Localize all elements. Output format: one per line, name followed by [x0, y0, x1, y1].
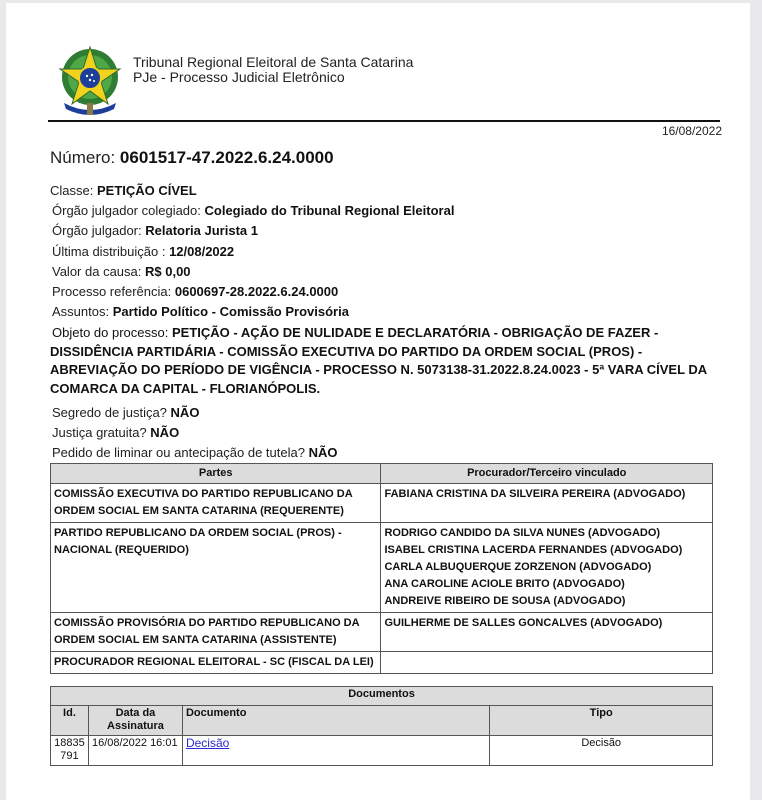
documentos-table: [50, 686, 713, 766]
flag-segredo-justica: Segredo de justiça? NÃO: [52, 405, 200, 420]
procurador-item: CARLA ALBUQUERQUE ZORZENON (ADVOGADO): [384, 561, 652, 573]
document-cell: [182, 736, 489, 766]
field-classe: Classe: PETIÇÃO CÍVEL: [50, 183, 197, 198]
brasao-republica-icon: [54, 41, 126, 121]
partes-table: [50, 463, 713, 674]
column-header-tipo: Tipo: [490, 706, 713, 736]
procurador-item: GUILHERME DE SALLES GONCALVES (ADVOGADO): [384, 617, 663, 629]
header-divider: [48, 120, 720, 122]
flag-pedido-liminar: Pedido de liminar ou antecipação de tutela? NÃO: [52, 445, 338, 460]
process-number: [50, 148, 334, 168]
column-header-data-assinatura: Data da Assinatura: [88, 706, 182, 736]
document-link[interactable]: Decisão: [185, 736, 230, 750]
field-ultima-distribuicao: Última distribuição : 12/08/2022: [52, 244, 235, 259]
flag-justica-gratuita: Justiça gratuita? NÃO: [52, 425, 180, 440]
procurador-item: ANDREIVE RIBEIRO DE SOUSA (ADVOGADO): [384, 595, 626, 607]
procurador-item: RODRIGO CANDIDO DA SILVA NUNES (ADVOGADO): [384, 527, 661, 539]
documentos-header-row: [51, 706, 713, 736]
tribunal-title: Tribunal Regional Eleitoral de Santa Catarina: [133, 54, 414, 70]
procurador-item: FABIANA CRISTINA DA SILVEIRA PEREIRA (ADVOGADO): [384, 488, 686, 500]
procurador-cell: [381, 652, 713, 674]
field-processo-referencia: Processo referência: 0600697-28.2022.6.24.0000: [52, 284, 339, 299]
process-number-label: Número:: [50, 148, 116, 167]
field-orgao-julgador: Órgão julgador: Relatoria Jurista 1: [52, 223, 258, 238]
parte-cell: PARTIDO REPUBLICANO DA ORDEM SOCIAL (PROS) - NACIONAL (REQUERIDO): [51, 523, 381, 613]
column-header-partes: Partes: [51, 464, 381, 484]
column-header-procurador: Procurador/Terceiro vinculado: [381, 464, 713, 484]
document-id: 18835791: [51, 736, 89, 766]
documentos-caption-row: [51, 687, 713, 706]
table-row: [51, 523, 713, 613]
table-row: [51, 484, 713, 523]
parte-cell: COMISSÃO EXECUTIVA DO PARTIDO REPUBLICANO DA ORDEM SOCIAL EM SANTA CATARINA (REQUERENTE): [51, 484, 381, 523]
documentos-caption: Documentos: [51, 687, 713, 706]
procurador-cell: [381, 484, 713, 523]
process-number-value: 0601517-47.2022.6.24.0000: [119, 148, 334, 167]
table-row: [51, 652, 713, 674]
column-header-id: Id.: [51, 706, 89, 736]
system-subtitle: PJe - Processo Judicial Eletrônico: [133, 69, 345, 85]
field-valor-causa: Valor da causa: R$ 0,00: [52, 264, 191, 279]
procurador-cell: [381, 523, 713, 613]
document-page: [6, 3, 750, 800]
procurador-item: ISABEL CRISTINA LACERDA FERNANDES (ADVOGADO): [384, 544, 683, 556]
document-signature-date: 16/08/2022 16:01: [88, 736, 182, 766]
field-assuntos: Assuntos: Partido Político - Comissão Provisória: [52, 304, 349, 319]
procurador-item: ANA CAROLINE ACIOLE BRITO (ADVOGADO): [384, 578, 625, 590]
column-header-documento: Documento: [182, 706, 489, 736]
document-date: 16/08/2022: [661, 124, 722, 138]
partes-header-row: [51, 464, 713, 484]
field-objeto-processo: Objeto do processo: PETIÇÃO - AÇÃO DE NULIDADE E DECLARATÓRIA - OBRIGAÇÃO DE FAZER - DISSIDÊNCIA PARTIDÁRIA - COMISSÃO EXECUTIVA DO PARTIDO DA ORDEM SOCIAL (PROS) - ABREVIAÇÃO DO PERÍODO DE VIGÊNCIA - PROCESSO N. 5073138-31.2022.8.24.0023 - 5ª VARA CÍVEL DA COMARCA DA CAPITAL - FLORIANÓPOLIS.: [50, 325, 707, 396]
field-orgao-colegiado: Órgão julgador colegiado: Colegiado do Tribunal Regional Eleitoral: [52, 203, 455, 218]
parte-cell: PROCURADOR REGIONAL ELEITORAL - SC (FISCAL DA LEI): [51, 652, 381, 674]
document-type: Decisão: [490, 736, 713, 766]
table-row: [51, 613, 713, 652]
parte-cell: COMISSÃO PROVISÓRIA DO PARTIDO REPUBLICANO DA ORDEM SOCIAL EM SANTA CATARINA (ASSISTENTE): [51, 613, 381, 652]
table-row: [51, 736, 713, 766]
procurador-cell: [381, 613, 713, 652]
